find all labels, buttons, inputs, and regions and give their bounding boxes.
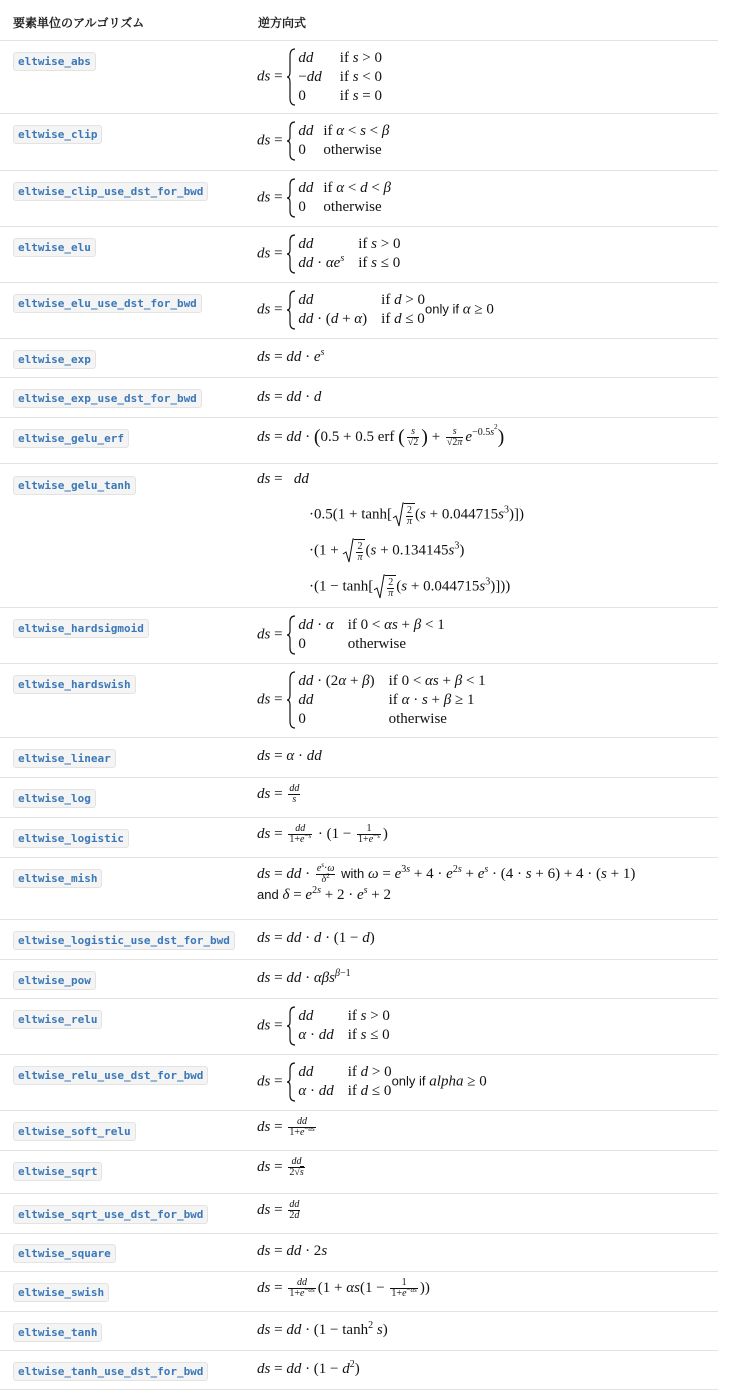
algorithm-name: eltwise_square	[13, 1244, 116, 1263]
table-row	[0, 171, 718, 227]
table-header	[0, 0, 718, 41]
table-row	[0, 960, 718, 999]
backward-formula: ds = dd if d > 0 α · dd if d ≤ 0 only if alpha ≥ 0	[257, 1064, 487, 1099]
algorithm-name: eltwise_logistic	[13, 829, 129, 848]
algorithm-name: eltwise_abs	[13, 52, 96, 71]
table-row	[0, 1151, 718, 1194]
backward-formula: ds = dd · αβs$^{\beta-1}$	[257, 968, 351, 986]
algorithm-name: eltwise_tanh	[13, 1323, 102, 1342]
backward-formula: ds = $\frac{dd}{2d}$	[257, 1199, 300, 1221]
table-row	[0, 920, 718, 960]
algorithm-name: eltwise_mish	[13, 869, 102, 888]
backward-formula: ds = dd · d · (1 − d)	[257, 930, 375, 946]
table-row	[0, 339, 718, 378]
algorithm-name: eltwise_exp_use_dst_for_bwd	[13, 389, 202, 408]
algorithm-name: eltwise_tanh_use_dst_for_bwd	[13, 1362, 208, 1381]
algorithm-name: eltwise_log	[13, 789, 96, 808]
table-row	[0, 664, 718, 738]
table-row	[0, 1055, 718, 1111]
backward-formula: ds = dd if s > 0 −dd if s < 0 0 if s = 0	[257, 49, 383, 104]
algorithm-name: eltwise_pow	[13, 971, 96, 990]
algorithm-name: eltwise_logistic_use_dst_for_bwd	[13, 931, 235, 950]
algorithm-name: eltwise_swish	[13, 1283, 109, 1302]
algorithm-name: eltwise_hardswish	[13, 675, 136, 694]
table-row	[0, 114, 718, 171]
algorithm-name: eltwise_gelu_tanh	[13, 476, 136, 495]
algorithm-name: eltwise_gelu_erf	[13, 429, 129, 448]
backward-formula: ds = $\frac{dd}{1+e^{-\alpha s}}$	[257, 1116, 315, 1138]
backward-formula: ds = dd · α if 0 < αs + β < 1 0 otherwise	[257, 617, 445, 652]
table-row	[0, 778, 718, 818]
table-row	[0, 378, 718, 418]
table-row	[0, 283, 718, 339]
backward-formula: ds = dd · (2α + β) if 0 < αs + β < 1 dd if α · s + β ≥ 1 0 otherwise	[257, 672, 486, 727]
table-row	[0, 1272, 718, 1312]
backward-formula: ds = dd · (0.5 + 0.5 erf ( $\frac{s}{√2}$ ) + $\frac{s}{√2\pi}$ $e^{-0.5s^2}$)	[257, 423, 505, 449]
table-row	[0, 818, 718, 858]
algorithm-name: eltwise_relu	[13, 1010, 102, 1029]
backward-formula: ds = dd · $\frac{e^s\cdot\omega}{\delta^2}$ with $\omega = e^{3s} + 4 \cdot e^{2s} + e^s \cdot (4 \cdot s + 6) + 4 \cdot (s + 1)$ and $\delta = e^{2s} + 2 \cdot e^s + 2$	[257, 861, 636, 903]
backward-formula: ds = $\frac{dd}{1+e^{-s}}$ · (1 − $\frac{1}{1+e^{-s}}$ )	[257, 823, 388, 845]
table-row	[0, 1194, 718, 1234]
backward-formula: ds = dd if s > 0 dd · $\alpha e^s$ if s ≤ 0	[257, 236, 401, 271]
backward-formula: ds = dd ·0.5(1 + tanh[ $\frac{2}{\pi}$ $(s + 0.044715s^3)$]) ·(1 + $\frac{2}{\pi}$ $(s + 0.134145s^3)$ ·(1 − tanh[ $\frac{2}{\pi}$ $(s + 0.044715s^3)$]))	[257, 471, 524, 599]
algorithm-name: eltwise_elu_use_dst_for_bwd	[13, 294, 202, 313]
table-row	[0, 858, 718, 920]
table-row	[0, 738, 718, 778]
backward-formula: ds = α · dd	[257, 748, 322, 764]
backward-formula: ds = dd · 2s	[257, 1243, 328, 1259]
table-row	[0, 608, 718, 664]
backward-formula: ds = dd if d > 0 dd · (d + α) if d ≤ 0 only if α ≥ 0	[257, 292, 494, 327]
table-row	[0, 1351, 718, 1390]
table-row	[0, 1234, 718, 1272]
algorithm-name: eltwise_sqrt	[13, 1162, 102, 1181]
table-row	[0, 41, 718, 114]
header-algorithm: 要素単位のアルゴリズム	[13, 16, 145, 30]
backward-formula: ds = $\frac{dd}{2√s}$	[257, 1156, 304, 1178]
algorithm-name: eltwise_elu	[13, 238, 96, 257]
algorithm-name: eltwise_exp	[13, 350, 96, 369]
table-row	[0, 999, 718, 1055]
backward-formula: ds = dd · $(1 - d^2)$	[257, 1359, 360, 1377]
table-row	[0, 227, 718, 283]
algorithm-name: eltwise_relu_use_dst_for_bwd	[13, 1066, 208, 1085]
algorithm-name: eltwise_linear	[13, 749, 116, 768]
backward-formula: ds = $\frac{dd}{1+e^{-\alpha s}}$ (1 + αs(1 − $\frac{1}{1+e^{-\alpha s}}$ ))	[257, 1277, 430, 1299]
backward-formula: ds = dd · $e^s$	[257, 347, 325, 365]
algorithm-name: eltwise_clip_use_dst_for_bwd	[13, 182, 208, 201]
backward-formula: ds = $\frac{dd}{s}$	[257, 783, 300, 805]
backward-formula: ds = dd if s > 0 α · dd if s ≤ 0	[257, 1008, 390, 1043]
header-backward-formula: 逆方向式	[258, 16, 307, 30]
backward-formula: ds = dd if α < s < β 0 otherwise	[257, 123, 390, 158]
backward-formula: ds = dd · d	[257, 389, 322, 405]
algorithm-name: eltwise_soft_relu	[13, 1122, 136, 1141]
backward-formula: ds = dd if α < d < β 0 otherwise	[257, 180, 392, 215]
table-row	[0, 418, 718, 464]
table-row	[0, 1312, 718, 1351]
backward-formula: ds = dd · $(1 - \tanh^2 s)$	[257, 1320, 388, 1338]
algorithm-name: eltwise_sqrt_use_dst_for_bwd	[13, 1205, 208, 1224]
table-row	[0, 1111, 718, 1151]
algorithm-name: eltwise_hardsigmoid	[13, 619, 149, 638]
algorithm-name: eltwise_clip	[13, 125, 102, 144]
table-row	[0, 464, 718, 608]
